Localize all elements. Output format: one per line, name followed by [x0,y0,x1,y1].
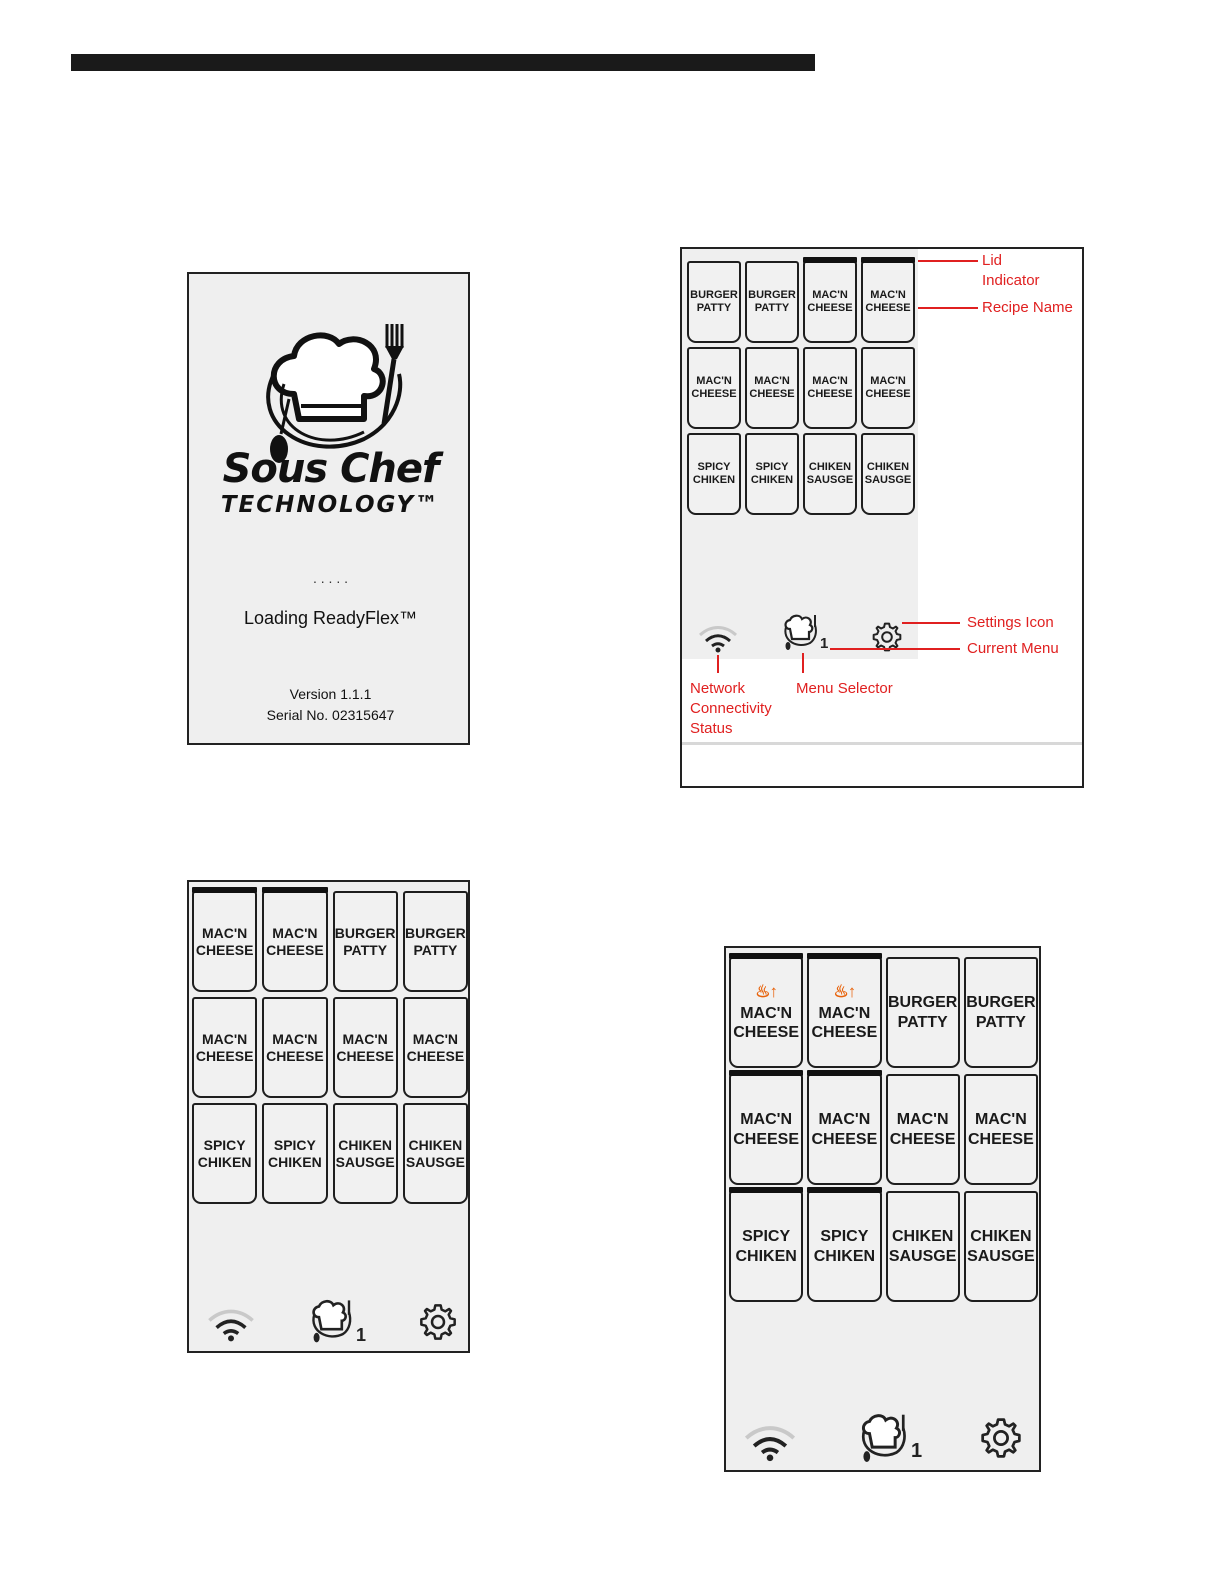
recipe-name-line: PATTY [754,302,790,314]
recipe-tile[interactable] [333,997,398,1098]
recipe-name-line: SAUSGE [405,1153,465,1170]
recipe-name-line: MAC'N [740,1004,793,1022]
recipe-name-line: CHEESE [967,1130,1034,1148]
recipe-name-line: CHEESE [865,388,911,400]
recipe-name-line: MAC'N [812,374,848,387]
recipe-name-line: CHEESE [811,1024,878,1041]
recipe-name-line: MAC'N [272,1030,318,1047]
wifi-icon[interactable] [741,1422,799,1462]
recipe-tile[interactable] [861,433,915,515]
menu-selector-icon[interactable] [856,1412,910,1466]
recipe-tile[interactable] [403,891,468,992]
recipe-name-line: CHIKEN [197,1153,252,1170]
recipe-name-label: Recipe Name [982,299,1073,316]
wifi-icon[interactable] [696,623,740,653]
version-text: Version 1.1.1 [289,686,372,702]
recipe-tile[interactable] [886,1074,960,1185]
recipe-tile[interactable] [729,1074,803,1185]
recipe-name-line: BURGER [748,288,796,301]
recipe-tile[interactable] [333,1103,398,1204]
recipe-name-line: CHEESE [266,1047,324,1064]
recipe-name-line: CHIKEN [808,460,852,473]
recipe-name-line: MAC'N [272,924,318,941]
recipe-tile[interactable] [803,347,857,429]
recipe-name-line: SPICY [273,1136,316,1153]
recipe-tile[interactable] [861,347,915,429]
recipe-name-line: CHIKEN [813,1247,876,1265]
logo-title: Sous Chef [222,446,439,492]
recipe-name-line: MAC'N [870,374,906,387]
recipe-tile[interactable] [745,433,799,515]
recipe-tile[interactable] [687,347,741,429]
recipe-tile[interactable] [886,1191,960,1302]
recipe-grid [729,957,1038,1302]
recipe-name-line: MAC'N [201,1030,248,1047]
recipe-tile[interactable] [807,1074,881,1185]
current-menu-number: 1 [356,1325,367,1345]
recipe-name-line: CHEESE [807,388,853,400]
recipe-name-line: CHIKEN [735,1247,797,1265]
recipe-tile[interactable] [964,1191,1038,1302]
recipe-name-line: SAUSGE [967,1247,1035,1265]
recipe-name-line: MAC'N [818,1111,871,1129]
recipe-tile[interactable] [964,1074,1038,1185]
recipe-grid [192,891,468,1204]
heating-screen [724,946,1041,1472]
recipe-name-line: CHIKEN [866,460,910,473]
recipe-name-line: CHEESE [195,941,254,958]
recipe-name-line: MAC'N [818,1004,871,1022]
divider-line [682,742,1082,745]
current-menu-number: 1 [911,1440,923,1462]
recipe-name-line: BURGER [966,994,1036,1012]
heating-icon: ♨↑ [833,981,856,1001]
current-menu-label: Current Menu [967,640,1059,657]
network-label-2: Connectivity [690,700,772,717]
recipe-tile[interactable] [687,433,741,515]
recipe-name-line: CHEESE [749,388,795,400]
recipe-name-line: CHIKEN [692,474,736,486]
recipe-tile[interactable] [803,261,857,343]
lid-indicator-arrow [918,260,978,262]
recipe-name-line: CHEESE [889,1130,956,1148]
network-label-1: Network [690,680,746,697]
recipe-tile[interactable] [403,997,468,1098]
recipe-name-line: MAC'N [342,1030,388,1047]
recipe-tile[interactable] [192,1103,257,1204]
recipe-name-line: SAUSGE [864,474,912,486]
recipe-tile[interactable] [745,347,799,429]
recipe-name-line: MAC'N [696,374,732,387]
wifi-icon[interactable] [204,1306,258,1342]
splash-screen [187,272,470,745]
recipe-name-line: CHIKEN [408,1136,463,1153]
recipe-name-line: BURGER [405,924,466,941]
menu-selector-icon[interactable] [780,613,820,653]
recipe-name-line: PATTY [413,941,458,958]
loading-dots: . . . . . [312,570,348,586]
recipe-name-line: CHIKEN [750,474,794,486]
recipe-name-line: SPICY [742,1228,791,1246]
lid-indicator-label-2: Indicator [982,272,1040,289]
recipe-tile[interactable] [333,891,398,992]
recipe-name-line: CHEESE [807,302,853,314]
recipe-name-line: CHEESE [336,1047,394,1064]
recipe-name-line: CHEESE [266,941,324,958]
settings-icon-arrow [902,622,960,624]
recipe-name-line: MAC'N [812,288,848,301]
recipe-tile[interactable] [964,957,1038,1068]
recipe-tile[interactable] [745,261,799,343]
recipe-tile[interactable] [192,997,257,1098]
recipe-name-line: BURGER [690,288,738,301]
settings-icon-label: Settings Icon [967,614,1054,631]
recipe-name-line: MAC'N [201,924,248,941]
recipe-name-line: CHEESE [733,1130,800,1148]
current-menu-number: 1 [820,635,829,652]
recipe-tile[interactable] [807,957,881,1068]
recipe-name-line: CHIKEN [338,1136,392,1153]
recipe-name-line: MAC'N [754,374,790,387]
recipe-tile[interactable] [861,261,915,343]
recipe-tile[interactable] [687,261,741,343]
settings-gear-icon[interactable] [418,1302,458,1342]
heating-icon: ♨↑ [755,981,777,1001]
recipe-name-line: PATTY [975,1013,1026,1031]
recipe-tile[interactable] [262,891,327,992]
recipe-name-line: SPICY [820,1228,869,1246]
recipe-name-line: SAUSGE [806,474,854,486]
recipe-name-line: SPICY [697,460,731,473]
menu-selector-arrow [802,653,804,673]
section-header-bar [71,54,815,71]
menu-selector-label: Menu Selector [796,680,893,697]
recipe-name-line: SAUSGE [335,1153,395,1170]
recipe-name-line: MAC'N [740,1111,793,1129]
recipe-tile[interactable] [886,957,960,1068]
recipe-name-line: SPICY [203,1136,246,1153]
main-screen [187,880,470,1353]
recipe-tile[interactable] [729,957,803,1068]
recipe-tile[interactable] [729,1191,803,1302]
recipe-tile[interactable] [803,433,857,515]
recipe-name-line: PATTY [897,1013,948,1031]
recipe-name-line: CHEESE [811,1130,878,1148]
recipe-name-arrow [918,307,978,309]
recipe-tile[interactable] [262,1103,327,1204]
menu-selector-icon[interactable] [307,1298,355,1346]
network-label-3: Status [690,720,733,737]
recipe-name-line: CHEESE [865,302,911,314]
recipe-name-line: BURGER [334,924,396,941]
recipe-tile[interactable] [262,997,327,1098]
annotated-screen-figure [680,247,1084,788]
current-menu-arrow [830,648,960,650]
recipe-name-line: MAC'N [896,1111,949,1129]
recipe-name-line: PATTY [696,302,732,314]
recipe-name-line: MAC'N [412,1030,459,1047]
recipe-name-line: CHEESE [691,388,737,400]
network-arrow [717,655,719,673]
recipe-name-line: CHIKEN [268,1153,322,1170]
recipe-name-line: CHEESE [406,1047,465,1064]
recipe-name-line: CHIKEN [891,1228,954,1246]
recipe-name-line: MAC'N [974,1111,1027,1129]
logo-subtitle: TECHNOLOGY™ [220,492,441,518]
recipe-name-line: SAUSGE [888,1247,957,1265]
recipe-name-line: SPICY [755,460,789,473]
loading-text: Loading ReadyFlex™ [243,608,418,628]
recipe-tile[interactable] [403,1103,468,1204]
recipe-name-line: BURGER [887,994,958,1012]
lid-indicator-label-1: Lid [982,252,1003,269]
recipe-name-line: MAC'N [870,288,906,301]
settings-gear-icon[interactable] [979,1416,1023,1460]
recipe-name-line: CHEESE [195,1047,254,1064]
recipe-tile[interactable] [192,891,257,992]
recipe-tile[interactable] [807,1191,881,1302]
recipe-name-line: PATTY [343,941,388,958]
annotated-screen [682,249,918,659]
recipe-grid [687,261,915,515]
recipe-name-line: CHEESE [733,1024,800,1041]
serial-text: Serial No. 02315647 [266,707,395,723]
recipe-name-line: CHIKEN [970,1228,1032,1246]
